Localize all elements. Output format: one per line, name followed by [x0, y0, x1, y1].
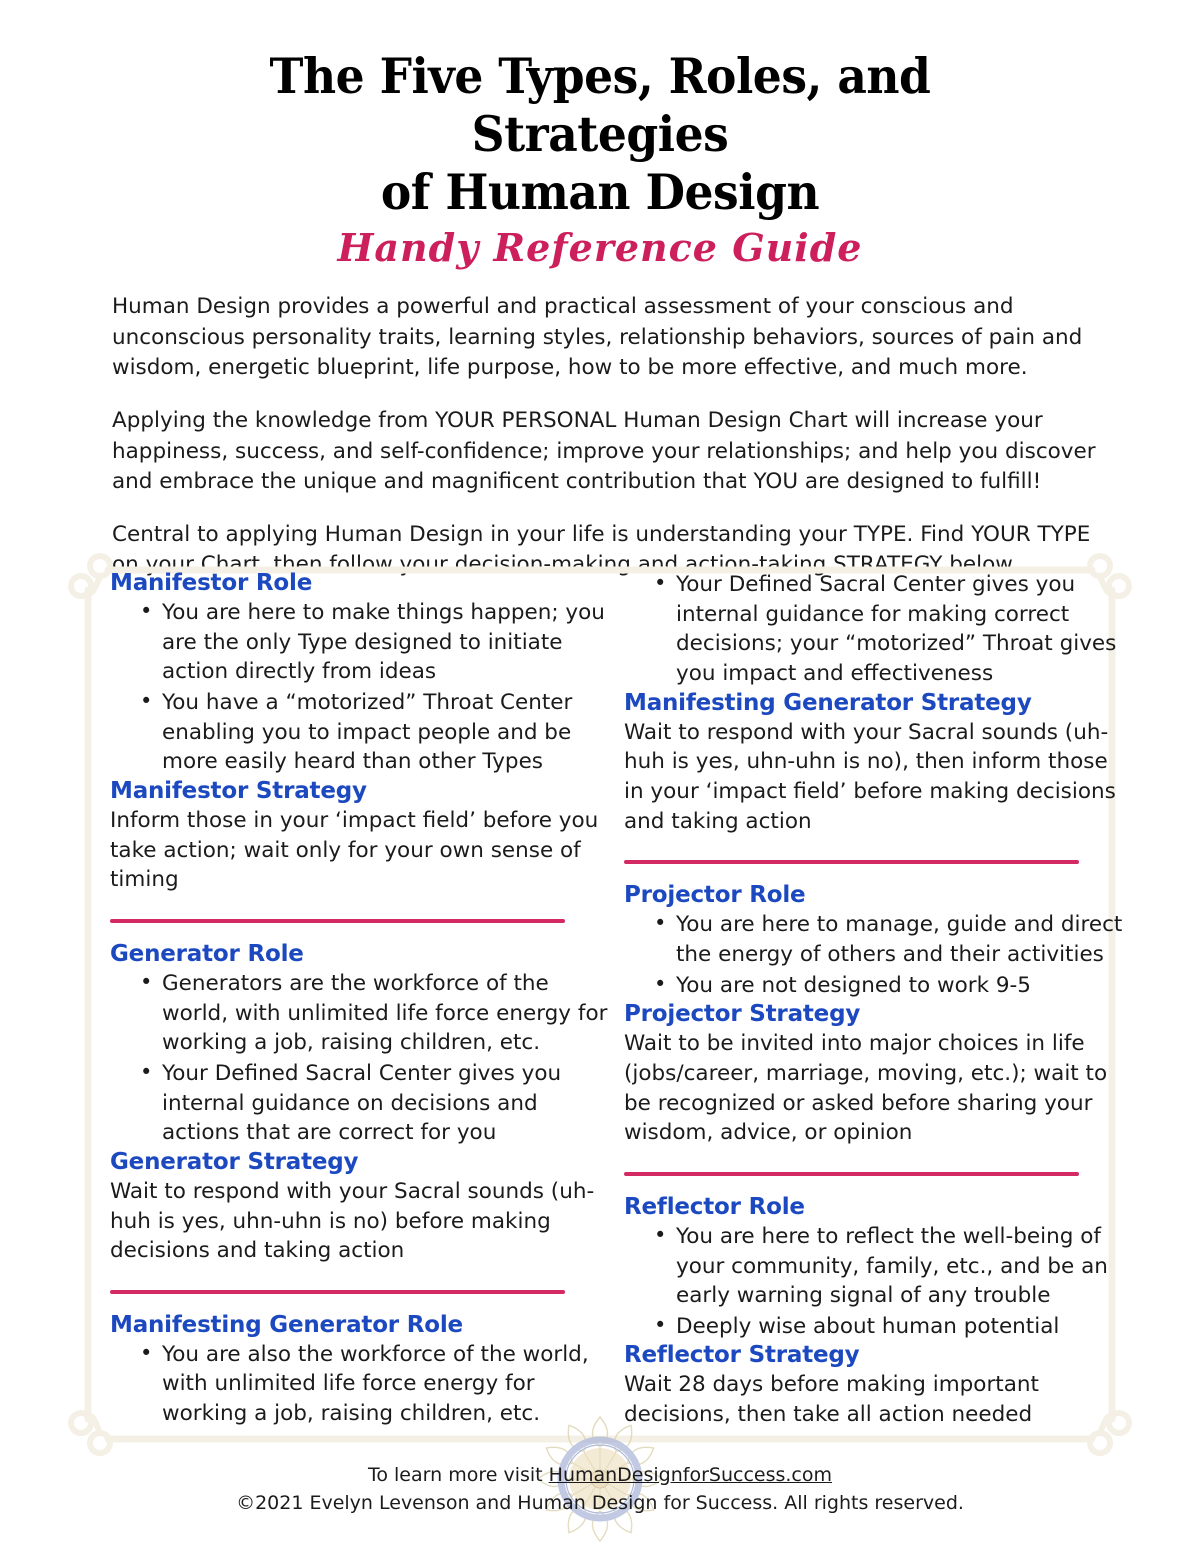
- reflector-strategy-text: Wait 28 days before making important decisions, then take all action needed: [624, 1372, 1039, 1428]
- manifesting-generator-strategy-heading: Manifesting Generator Strategy: [624, 689, 1032, 716]
- list-item: • You are also the workforce of the world, with unlimited life force energy for working a job, raising children, etc.: [142, 1340, 610, 1429]
- footer-learn-more-prefix: To learn more visit: [367, 1464, 549, 1486]
- projector-role-heading: Projector Role: [624, 882, 806, 909]
- generator-strategy-heading: Generator Strategy: [110, 1148, 359, 1175]
- manifestor-strategy-heading: Manifestor Strategy: [110, 777, 367, 804]
- list-item: • Your Defined Sacral Center gives you internal guidance for making correct decisions; your “motorized” Throat gives you impact and effectiveness: [656, 570, 1124, 689]
- footer-text: [0, 1462, 1200, 1517]
- projector-role-list: [624, 910, 1124, 1000]
- footer-copyright: ©2021 Evelyn Levenson and Human Design for Success. All rights reserved.: [236, 1491, 964, 1514]
- reflector-strategy-heading: Reflector Strategy: [624, 1342, 860, 1369]
- generator-role-heading: Generator Role: [110, 940, 304, 967]
- list-item: • You have a “motorized” Throat Center enabling you to impact people and be more easily heard than other Types: [142, 688, 610, 777]
- page-subtitle: Handy Reference Guide: [337, 225, 863, 271]
- list-item: • Deeply wise about human potential: [656, 1312, 1124, 1342]
- left-column: [110, 570, 610, 1430]
- list-item: • You are here to make things happen; you are the only Type designed to initiate action directly from ideas: [142, 598, 610, 687]
- manifestor-block: [110, 570, 610, 895]
- projector-strategy-heading: Projector Strategy: [624, 1001, 861, 1028]
- manifestor-role-list: [110, 598, 610, 777]
- manifesting-generator-role-heading: Manifesting Generator Role: [110, 1311, 463, 1338]
- reflector-block: [624, 1194, 1124, 1430]
- reflector-role-heading: Reflector Role: [624, 1193, 805, 1220]
- section-divider: [624, 1172, 1079, 1176]
- list-item: • You are here to manage, guide and direct the energy of others and their activities: [656, 910, 1124, 969]
- manifesting-generator-block-right: [624, 570, 1124, 836]
- content-columns: [0, 570, 1200, 1430]
- generator-role-list: [110, 969, 610, 1148]
- manifesting-generator-block-left: [110, 1312, 610, 1429]
- list-item: • You are not designed to work 9-5: [656, 971, 1124, 1001]
- projector-block: [624, 882, 1124, 1148]
- list-item: • You are here to reflect the well-being of your community, family, etc., and be an early warning signal of any trouble: [656, 1222, 1124, 1311]
- page-title: [182, 48, 1019, 221]
- page-header: [0, 0, 1200, 270]
- section-divider: [110, 1290, 565, 1294]
- manifesting-generator-role-list-right: [624, 570, 1124, 689]
- section-divider: [624, 860, 1079, 864]
- list-item: • Your Defined Sacral Center gives you internal guidance on decisions and actions that are correct for you: [142, 1059, 610, 1148]
- manifestor-role-heading: Manifestor Role: [110, 570, 313, 596]
- page-title-line-1: The Five Types, Roles, and Strategies: [269, 47, 931, 163]
- projector-strategy-text: Wait to be invited into major choices in life (jobs/career, marriage, moving, etc.); wait to be recognized or asked before sharing your wisdom, advice, or opinion: [624, 1031, 1108, 1146]
- reflector-role-list: [624, 1222, 1124, 1342]
- intro-paragraph-3: Central to applying Human Design in your life is understanding your TYPE. Find YOUR TYPE on your Chart, then follow your decision-making and action-taking STRATEGY below.: [112, 521, 1091, 578]
- website-link[interactable]: HumanDesignforSuccess.com: [548, 1464, 833, 1486]
- generator-block: [110, 941, 610, 1266]
- right-column: [624, 570, 1124, 1430]
- page-footer: [0, 1462, 1200, 1517]
- intro-paragraph-2: Applying the knowledge from YOUR PERSONAL Human Design Chart will increase your happiness, success, and self-confidence; improve your relationships; and help you discover and embrace the unique and magnificent contribution that YOU are designed to fulfill!: [112, 407, 1096, 495]
- manifestor-strategy-text: Inform those in your ‘impact field’ before you take action; wait only for your own sense of timing: [110, 807, 599, 893]
- section-divider: [110, 919, 565, 923]
- manifesting-generator-strategy-text: Wait to respond with your Sacral sounds (uh-huh is yes, uhn-uhn is no), then inform those in your ‘impact field’ before making decisions and taking action: [624, 719, 1116, 834]
- intro-paragraph-1: Human Design provides a powerful and practical assessment of your conscious and unconscious personality traits, learning styles, relationship behaviors, sources of pain and wisdom, energetic blueprint, life purpose, how to be more effective, and much more.: [112, 294, 1083, 381]
- generator-strategy-text: Wait to respond with your Sacral sounds (uh-huh is yes, uhn-uhn is no) before making decisions and taking action: [110, 1178, 595, 1264]
- footer-learn-more: [0, 1462, 1200, 1490]
- intro-section: [112, 292, 1102, 580]
- list-item: • Generators are the workforce of the world, with unlimited life force energy for working a job, raising children, etc.: [142, 969, 610, 1058]
- page-title-line-2: of Human Design: [380, 162, 820, 221]
